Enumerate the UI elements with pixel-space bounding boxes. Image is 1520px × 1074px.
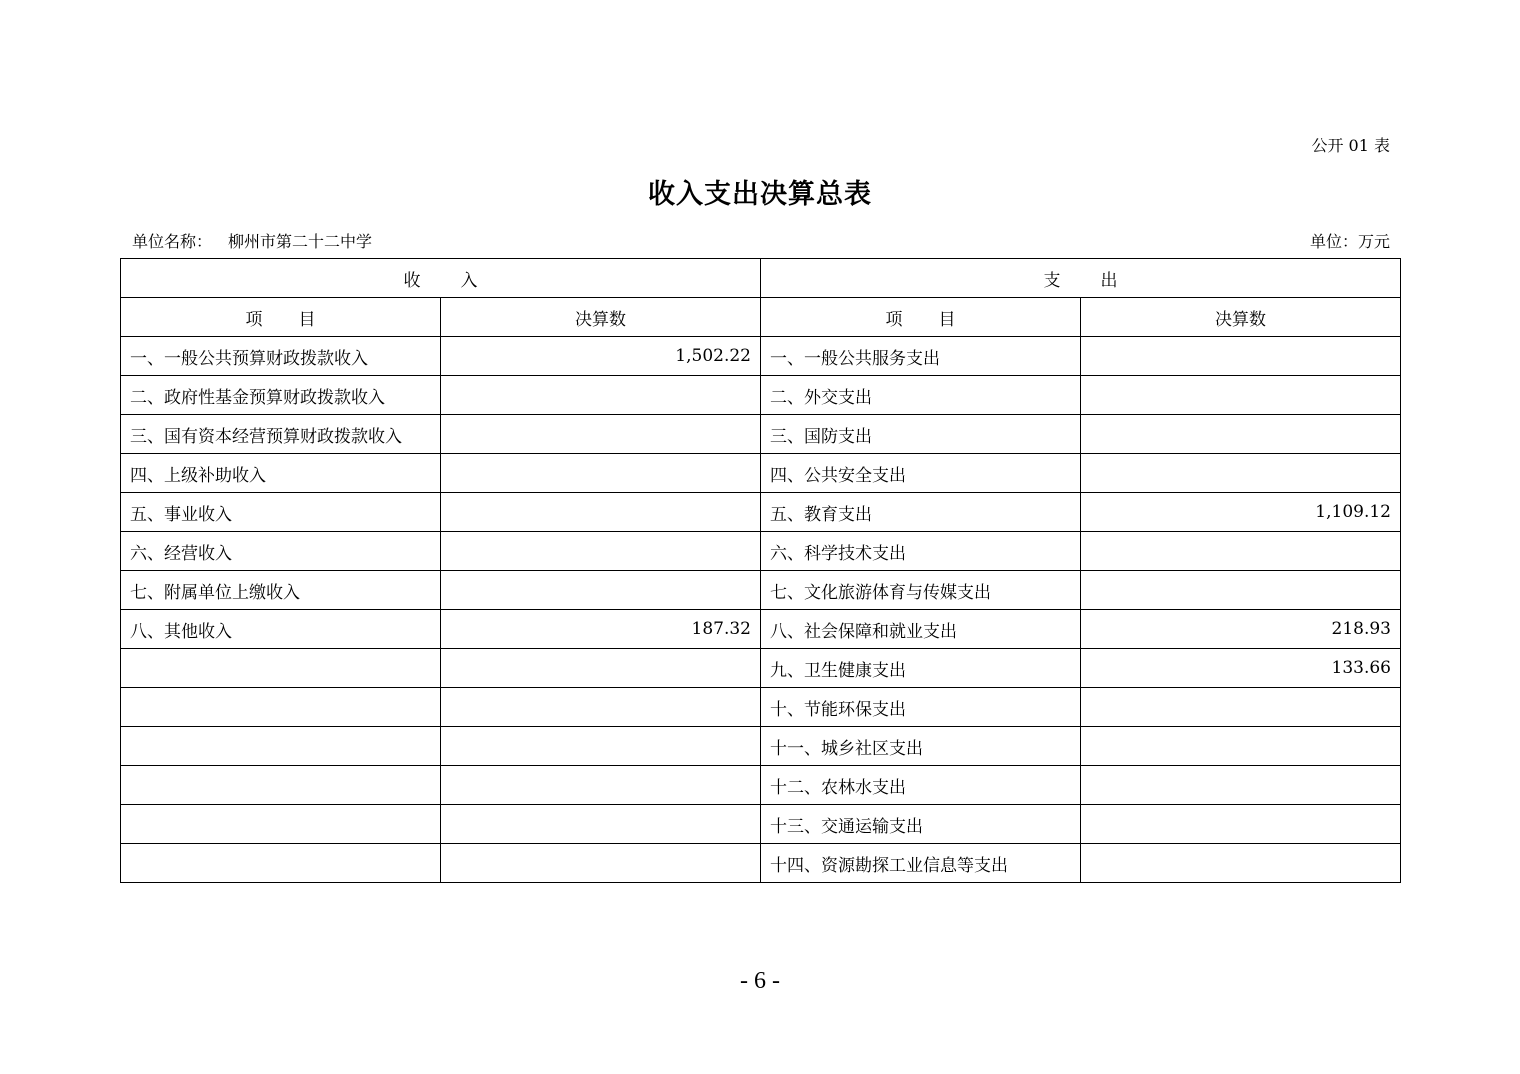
page-title: 收入支出决算总表: [648, 179, 872, 210]
expense-item-cell: 六、科学技术支出: [761, 532, 1081, 571]
income-section-header: [121, 259, 761, 298]
org-name: 柳州市第二十二中学: [228, 232, 373, 251]
expense-item-header-label: 项目: [885, 309, 992, 330]
expense-section-header: [761, 259, 1401, 298]
income-amount-cell: [441, 844, 761, 883]
org-info: [132, 229, 372, 252]
expense-item-cell: 四、公共安全支出: [761, 454, 1081, 493]
page-number: - 6 -: [740, 968, 780, 994]
income-item-header: [121, 298, 441, 337]
income-amount-cell: [441, 727, 761, 766]
income-item-cell: [121, 649, 441, 688]
income-item-cell: 三、国有资本经营预算财政拨款收入: [121, 415, 441, 454]
income-amount-cell: [441, 766, 761, 805]
section-header-row: [121, 259, 1401, 298]
column-header-row: [121, 298, 1401, 337]
expense-item-cell: 二、外交支出: [761, 376, 1081, 415]
form-code: 公开 01 表: [1311, 136, 1390, 155]
currency-unit: 单位：万元: [1309, 232, 1390, 251]
expense-amount-cell: 1,109.12: [1081, 493, 1401, 532]
income-item-cell: 五、事业收入: [121, 493, 441, 532]
income-item-cell: 二、政府性基金预算财政拨款收入: [121, 376, 441, 415]
expense-amount-cell: [1081, 805, 1401, 844]
expense-item-header: [761, 298, 1081, 337]
table-row: [121, 766, 1401, 805]
income-item-cell: 六、经营收入: [121, 532, 441, 571]
income-item-cell: 四、上级补助收入: [121, 454, 441, 493]
income-amount-cell: 187.32: [441, 610, 761, 649]
expense-item-cell: 八、社会保障和就业支出: [761, 610, 1081, 649]
expense-item-cell: 十一、城乡社区支出: [761, 727, 1081, 766]
expense-item-cell: 一、一般公共服务支出: [761, 337, 1081, 376]
expense-item-cell: 十、节能环保支出: [761, 688, 1081, 727]
table-row: [121, 493, 1401, 532]
expense-item-cell: 十三、交通运输支出: [761, 805, 1081, 844]
table-row: [121, 805, 1401, 844]
income-amount-cell: [441, 376, 761, 415]
income-amount-cell: [441, 454, 761, 493]
income-amount-cell: [441, 649, 761, 688]
expense-header-label: 支出: [1043, 270, 1158, 291]
income-item-cell: [121, 805, 441, 844]
expense-item-cell: 十二、农林水支出: [761, 766, 1081, 805]
income-amount-cell: [441, 493, 761, 532]
expense-amount-cell: [1081, 727, 1401, 766]
income-amount-cell: [441, 688, 761, 727]
income-item-cell: 一、一般公共预算财政拨款收入: [121, 337, 441, 376]
income-item-cell: [121, 688, 441, 727]
expense-item-cell: 五、教育支出: [761, 493, 1081, 532]
expense-amount-cell: [1081, 454, 1401, 493]
table-row: [121, 688, 1401, 727]
table-row: [121, 610, 1401, 649]
expense-amount-cell: [1081, 766, 1401, 805]
income-item-cell: [121, 844, 441, 883]
budget-summary-table: [120, 258, 1401, 883]
expense-item-cell: 九、卫生健康支出: [761, 649, 1081, 688]
income-item-header-label: 项目: [245, 309, 352, 330]
table-row: [121, 337, 1401, 376]
income-header-label: 收入: [403, 270, 518, 291]
income-item-cell: [121, 727, 441, 766]
table-row: [121, 649, 1401, 688]
expense-amount-cell: [1081, 571, 1401, 610]
table-row: [121, 415, 1401, 454]
expense-amount-cell: [1081, 337, 1401, 376]
unit-info-row: [132, 229, 1390, 251]
expense-amount-cell: [1081, 532, 1401, 571]
income-amount-cell: 1,502.22: [441, 337, 761, 376]
expense-item-cell: 七、文化旅游体育与传媒支出: [761, 571, 1081, 610]
table-row: [121, 571, 1401, 610]
expense-amount-cell: [1081, 415, 1401, 454]
expense-amount-cell: [1081, 376, 1401, 415]
expense-amount-header: 决算数: [1081, 298, 1401, 337]
income-item-cell: 八、其他收入: [121, 610, 441, 649]
income-amount-header: 决算数: [441, 298, 761, 337]
table-row: [121, 532, 1401, 571]
income-amount-cell: [441, 532, 761, 571]
expense-amount-cell: 218.93: [1081, 610, 1401, 649]
expense-item-cell: 三、国防支出: [761, 415, 1081, 454]
income-item-cell: 七、附属单位上缴收入: [121, 571, 441, 610]
table-row: [121, 844, 1401, 883]
income-item-cell: [121, 766, 441, 805]
income-amount-cell: [441, 805, 761, 844]
income-amount-cell: [441, 571, 761, 610]
expense-amount-cell: 133.66: [1081, 649, 1401, 688]
table-row: [121, 376, 1401, 415]
expense-amount-cell: [1081, 688, 1401, 727]
table-row: [121, 454, 1401, 493]
expense-item-cell: 十四、资源勘探工业信息等支出: [761, 844, 1081, 883]
table-row: [121, 727, 1401, 766]
income-amount-cell: [441, 415, 761, 454]
org-label: 单位名称：: [132, 232, 213, 251]
expense-amount-cell: [1081, 844, 1401, 883]
